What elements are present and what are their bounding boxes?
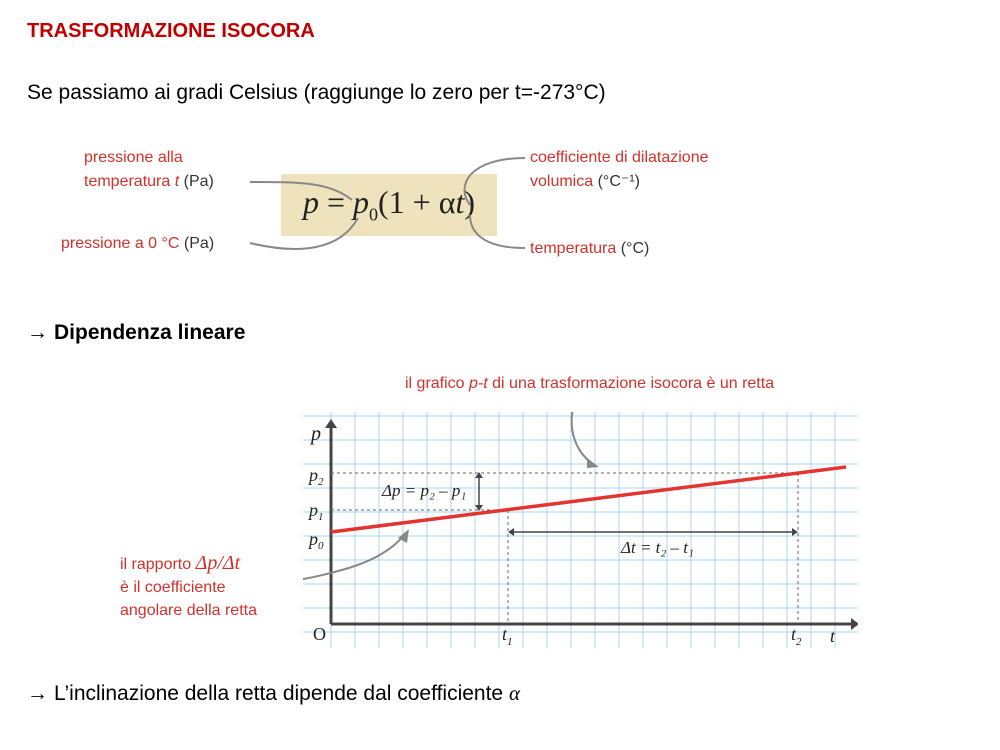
alpha-symbol: α	[508, 681, 520, 705]
section-slope-dependence: → L’inclinazione della retta dipende dal coefficiente α	[27, 681, 520, 705]
intro-text: Se passiamo ai gradi Celsius (raggiunge lo zero per t=-273°C)	[27, 81, 606, 104]
label-pressure-zero: pressione a 0 °C (Pa)	[61, 235, 215, 252]
section-linear-dependence: → Dipendenza lineare	[27, 321, 246, 344]
x-axis-label: t	[830, 626, 836, 646]
page-title: TRASFORMAZIONE ISOCORA	[27, 20, 315, 42]
graph-note-side: il rapporto Δp/Δt è il coefficiente angolare della retta	[120, 552, 257, 619]
p0-label: $p_0$	[309, 529, 324, 552]
delta-p-formula: Δp = p₂ – p₁	[382, 481, 467, 500]
origin-label: O	[313, 624, 326, 644]
label-alpha-coefficient: coefficiente di dilatazione volumica (°C⁻¹)	[530, 149, 709, 190]
right-arrow-icon: →	[27, 321, 48, 344]
delta-t-formula: Δt = t₂ – t₁	[621, 538, 694, 557]
p2-label: $p_2$	[309, 465, 324, 488]
label-pressure-temperature: pressione alla temperatura t (Pa)	[84, 149, 214, 190]
y-axis-label: p	[311, 423, 321, 445]
t1-label: $t_1$	[502, 624, 513, 648]
formula-equation: $p = p_0(1 + \alpha t)$	[302, 184, 476, 225]
isochoric-graph	[303, 412, 858, 648]
graph-background	[303, 412, 858, 648]
p1-label: $p_1$	[309, 500, 324, 523]
graph-note-top: il grafico p-t di una trasformazione isocora è un retta	[405, 375, 775, 392]
t2-label: $t_2$	[791, 624, 802, 648]
label-temperature: temperatura (°C)	[530, 240, 650, 257]
right-arrow-icon: →	[27, 682, 48, 705]
